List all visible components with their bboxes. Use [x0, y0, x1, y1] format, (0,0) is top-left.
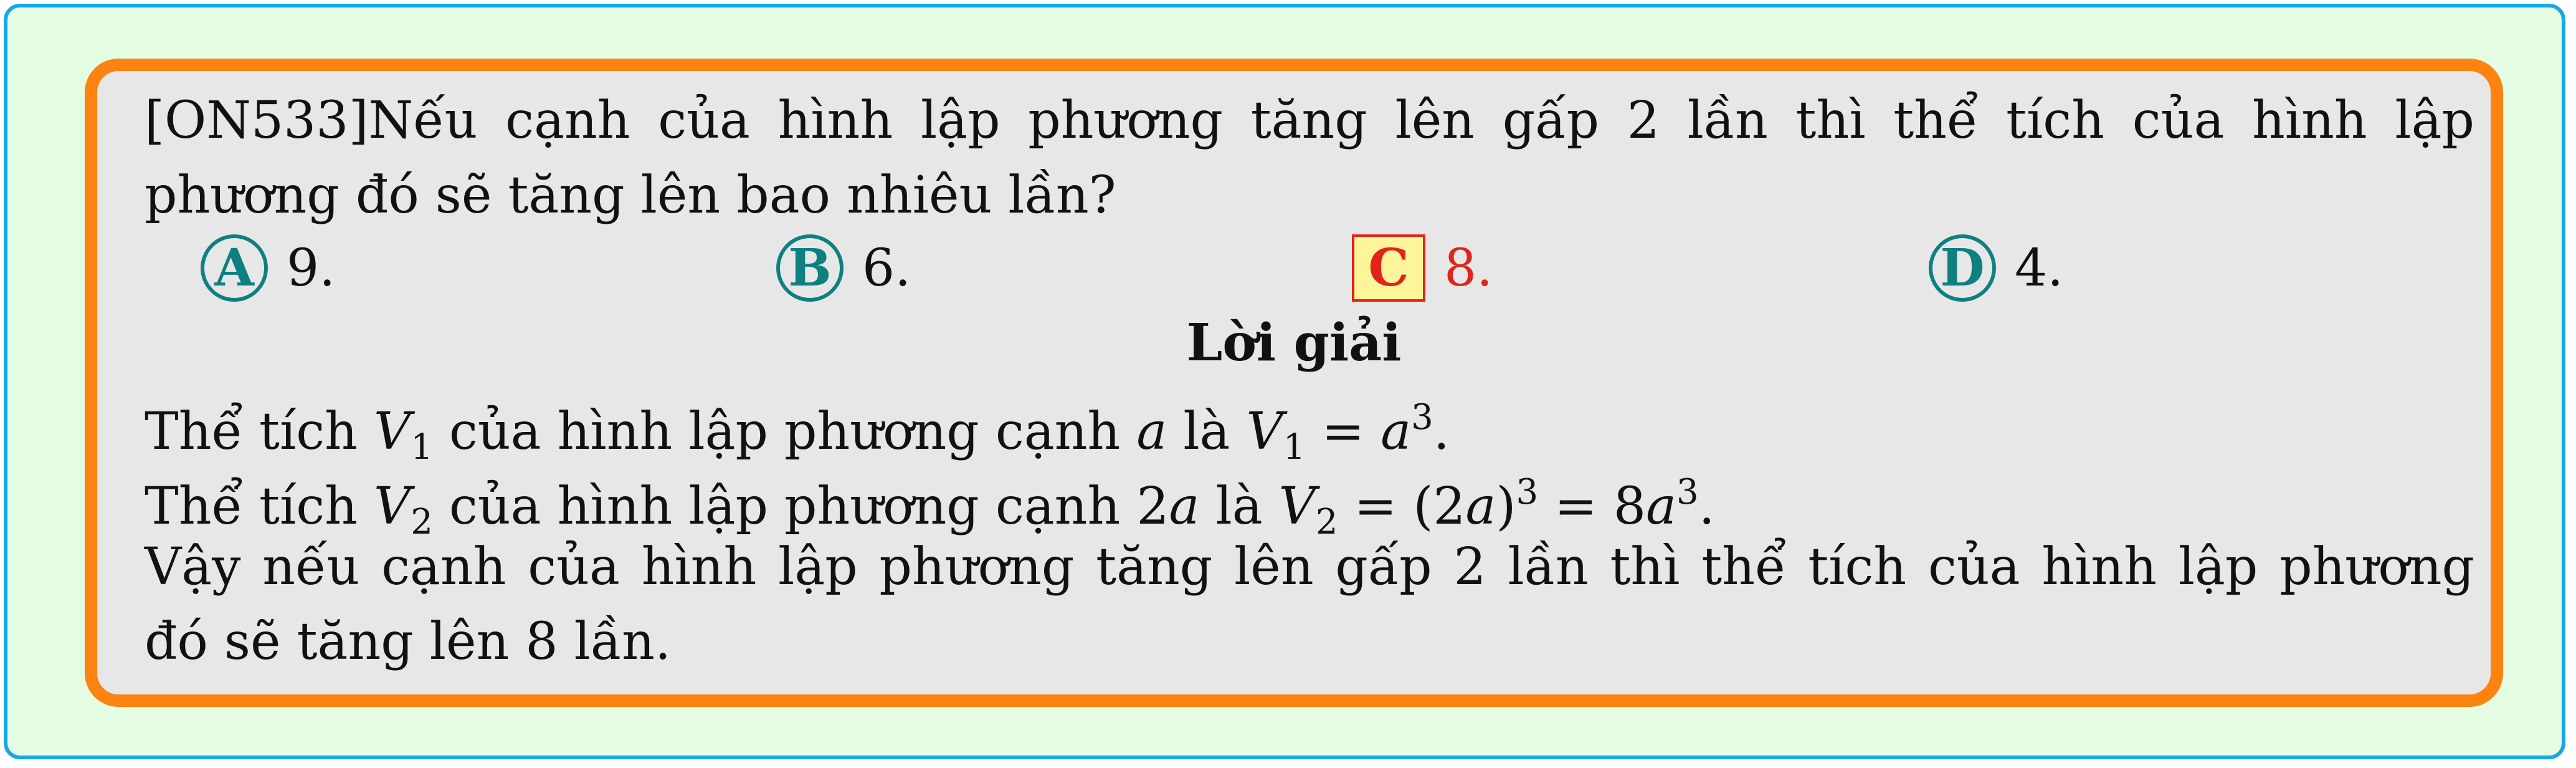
choice-letter-c: C — [1352, 234, 1425, 302]
solution-heading: Lời giải — [1186, 313, 1402, 373]
solution-line-4: đó sẽ tăng lên 8 lần. — [145, 612, 672, 671]
choice-c[interactable] — [1352, 231, 1493, 305]
choice-a[interactable] — [201, 231, 335, 305]
choice-value-d: 4. — [2015, 238, 2064, 298]
choice-letter-b: B — [776, 234, 844, 302]
choice-letter-d: D — [1929, 234, 1996, 302]
solution-line-1: Thể tích $V_1$ của hình lập phương cạnh a là $V_1 = a^3$. — [145, 397, 1450, 468]
choice-b[interactable] — [776, 231, 911, 305]
choice-value-a: 9. — [287, 238, 336, 298]
solution-line-3: Vậy nếu cạnh của hình lập phương tăng lên gấp 2 lần thì thể tích của hình lập phương — [145, 537, 2474, 597]
choice-value-c: 8. — [1444, 238, 1493, 298]
solution-line-2: Thể tích $V_2$ của hình lập phương cạnh 2a là $V_2 = (2a)^3 = 8a^3$. — [145, 472, 1715, 542]
page-frame — [4, 4, 2565, 759]
question-card — [85, 59, 2503, 707]
choice-value-b: 6. — [862, 238, 911, 298]
question-text-line-2: phương đó sẽ tăng lên bao nhiêu lần? — [145, 166, 1116, 225]
choice-letter-a: A — [201, 234, 268, 302]
choice-d[interactable] — [1929, 231, 2063, 305]
question-text-line-1: [ON533]Nếu cạnh của hình lập phương tăng lên gấp 2 lần thì thể tích của hình lập — [145, 91, 2474, 150]
